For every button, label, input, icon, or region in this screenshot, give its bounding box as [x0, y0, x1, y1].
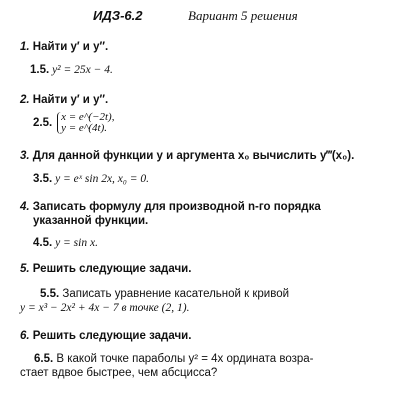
task-number: 5. — [20, 263, 30, 275]
task-text: Для данной функции y и аргумента x₀ вычислить y‴(x₀). — [32, 150, 355, 162]
variant-title: Вариант 5 решения — [188, 8, 298, 23]
parametric-system — [57, 112, 114, 134]
problem-4-5 — [33, 236, 98, 250]
task-text-line-1: Записать формулу для производной n-го порядка — [32, 201, 321, 213]
problem-1-5 — [30, 63, 113, 77]
problem-5-5 — [20, 287, 289, 315]
problem-2-5 — [33, 112, 114, 134]
problem-number: 5.5. — [40, 288, 60, 300]
system-line-x: x = e^(−2t), — [61, 111, 115, 123]
problem-formula: y = sin x. — [55, 237, 98, 249]
problem-number: 2.5. — [33, 117, 53, 129]
task-number: 3. — [20, 150, 30, 162]
problem-number: 3.5. — [33, 173, 53, 185]
problem-number: 1.5. — [30, 64, 50, 76]
task-number: 6. — [20, 330, 30, 342]
problem-formula: y = eˣ sin 2x, x₀ = 0. — [55, 173, 150, 185]
task-number: 1. — [20, 41, 30, 53]
system-line-y: y = e^(4t). — [61, 122, 108, 134]
problem-3-5 — [33, 172, 149, 186]
task-2 — [20, 93, 108, 107]
problem-formula: y² = 25x − 4. — [52, 64, 113, 76]
task-4 — [20, 200, 380, 228]
problem-text-line-1: В какой точке параболы y² = 4x ордината возра- — [56, 353, 314, 365]
problem-text-line-2: y = x³ − 2x² + 4x − 7 в точке (2, 1). — [20, 302, 190, 314]
task-text: Найти y′ и y″. — [32, 94, 109, 106]
task-text: Найти y′ и y″. — [32, 41, 109, 53]
task-6 — [20, 329, 191, 343]
assignment-code: ИДЗ-6.2 — [93, 8, 143, 23]
task-5 — [20, 262, 191, 276]
task-number: 2. — [20, 94, 30, 106]
task-text: Решить следующие задачи. — [32, 330, 192, 342]
problem-text-line-2: стает вдвое быстрее, чем абсцисса? — [20, 367, 218, 379]
problem-number: 6.5. — [34, 353, 54, 365]
task-text: Решить следующие задачи. — [32, 263, 192, 275]
task-3 — [20, 149, 354, 163]
task-text-line-2: указанной функции. — [33, 215, 149, 227]
task-number: 4. — [20, 201, 30, 213]
problem-6-5 — [20, 352, 314, 380]
problem-number: 4.5. — [33, 237, 53, 249]
task-1 — [20, 40, 108, 54]
problem-text-line-1: Записать уравнение касательной к кривой — [62, 288, 290, 300]
